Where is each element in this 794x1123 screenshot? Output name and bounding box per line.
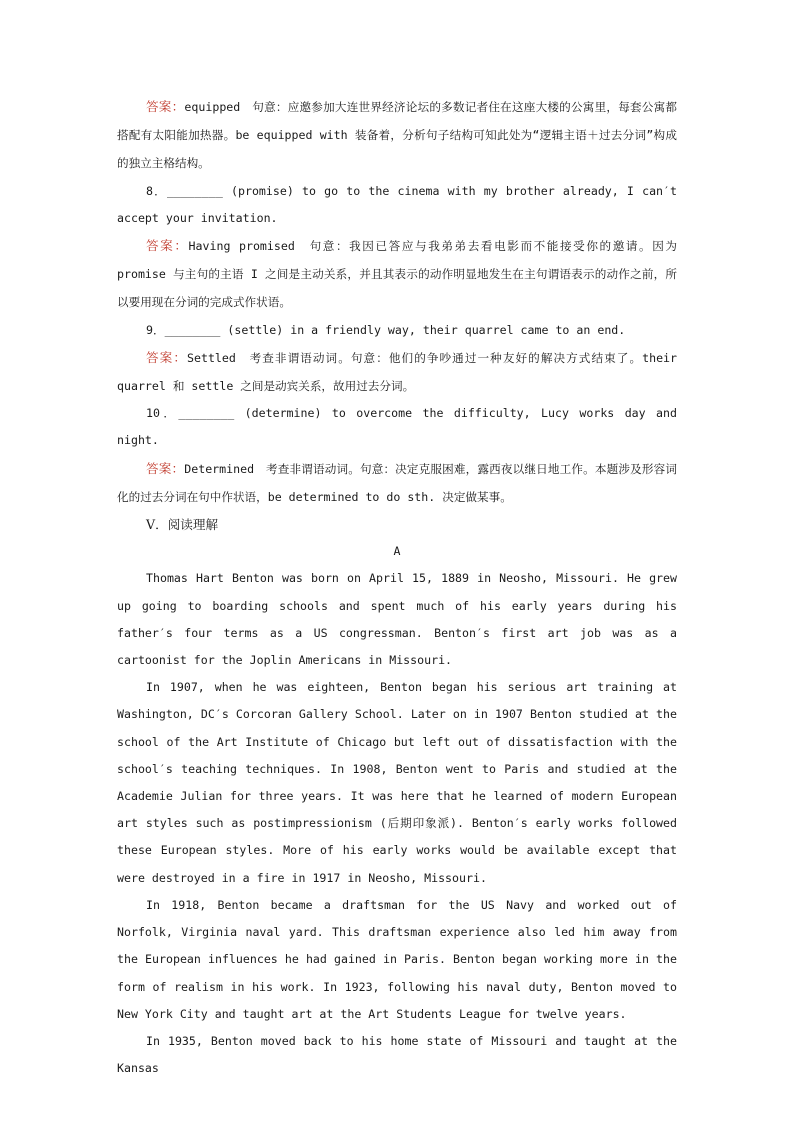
section-heading: Ⅴ．阅读理解 xyxy=(146,517,219,533)
answer-paragraph xyxy=(117,455,677,511)
answer-label: 答案： xyxy=(146,99,185,114)
answer-paragraph xyxy=(117,93,677,178)
answer-text: equipped 句意：应邀参加大连世界经济论坛的多数记者住在这座大楼的公寓里，每套公寓都搭配有太阳能加热器。be equipped with 装备着，分析句子结构可知此处为“逻辑主语＋过去分词”构成的独立主格结构。 xyxy=(117,100,678,171)
answer-label: 答案： xyxy=(146,460,185,476)
answer-text: Determined 考查非谓语动词。句意：决定克服困难，露西夜以继日地工作。本题涉及形容词化的过去分词在句中作状语，be determined to do sth. 决定做某事。 xyxy=(117,461,677,504)
answer-text: Settled 考查非谓语动词。句意：他们的争吵通过一种友好的解决方式结束了。their quarrel 和 settle 之间是动宾关系，故用过去分词。 xyxy=(117,350,678,394)
answer-paragraph xyxy=(117,232,677,317)
passage-paragraph: In 1907, when he was eighteen, Benton began his serious art training at Washington, DC′s Corcoran Gallery School. Later on in 1907 Benton studied at the school of the Art Institute of Chicago but left out of dissatisfaction with the school′s teaching techniques. In 1908, Benton went to Paris and studied at the Academie Julian for three years. It was here that he learned of modern European art styles such as postimpressionism (后期印象派). Benton′s early works followed these European styles. More of his early works would be available except that were destroyed in a fire in 1917 in Neosho, Missouri. xyxy=(117,680,677,885)
passage-title: A xyxy=(393,544,401,559)
question-10: 10．________ (determine) to overcome the difficulty, Lucy works day and night. xyxy=(117,406,677,448)
passage-paragraph: In 1918, Benton became a draftsman for the US Navy and worked out of Norfolk, Virginia naval yard. This draftsman experience also led him away from the European influences he had gained in Paris. Benton began working more in the form of realism in his work. In 1923, following his naval duty, Benton moved to New York City and taught art at the Art Students League for twelve years. xyxy=(117,897,677,1021)
passage-paragraph: In 1935, Benton moved back to his home state of Missouri and taught at the Kansas xyxy=(117,1033,677,1076)
question-8: 8．________ (promise) to go to the cinema with my brother already, I can′t accept your invitation. xyxy=(117,183,677,225)
passage-paragraph: Thomas Hart Benton was born on April 15, 1889 in Neosho, Missouri. He grew up going to boarding schools and spent much of his early years during his father′s four terms as a US congressman. Benton′s first art job was as a cartoonist for the Joplin Americans in Missouri. xyxy=(117,571,677,668)
answer-label: 答案： xyxy=(146,238,189,254)
answer-paragraph xyxy=(117,344,677,400)
answer-label: 答案： xyxy=(146,349,187,365)
question-9: 9．________ (settle) in a friendly way, their quarrel came to an end. xyxy=(146,322,626,337)
document-page xyxy=(117,93,677,1082)
answer-text: Having promised 句意：我因已答应与我弟弟去看电影而不能接受你的邀请。因为 promise 与主句的主语 I 之间是主动关系，并且其表示的动作明显地发生在主句谓语表示的动作之前，所以要用现在分词的完成式作状语。 xyxy=(117,239,678,310)
